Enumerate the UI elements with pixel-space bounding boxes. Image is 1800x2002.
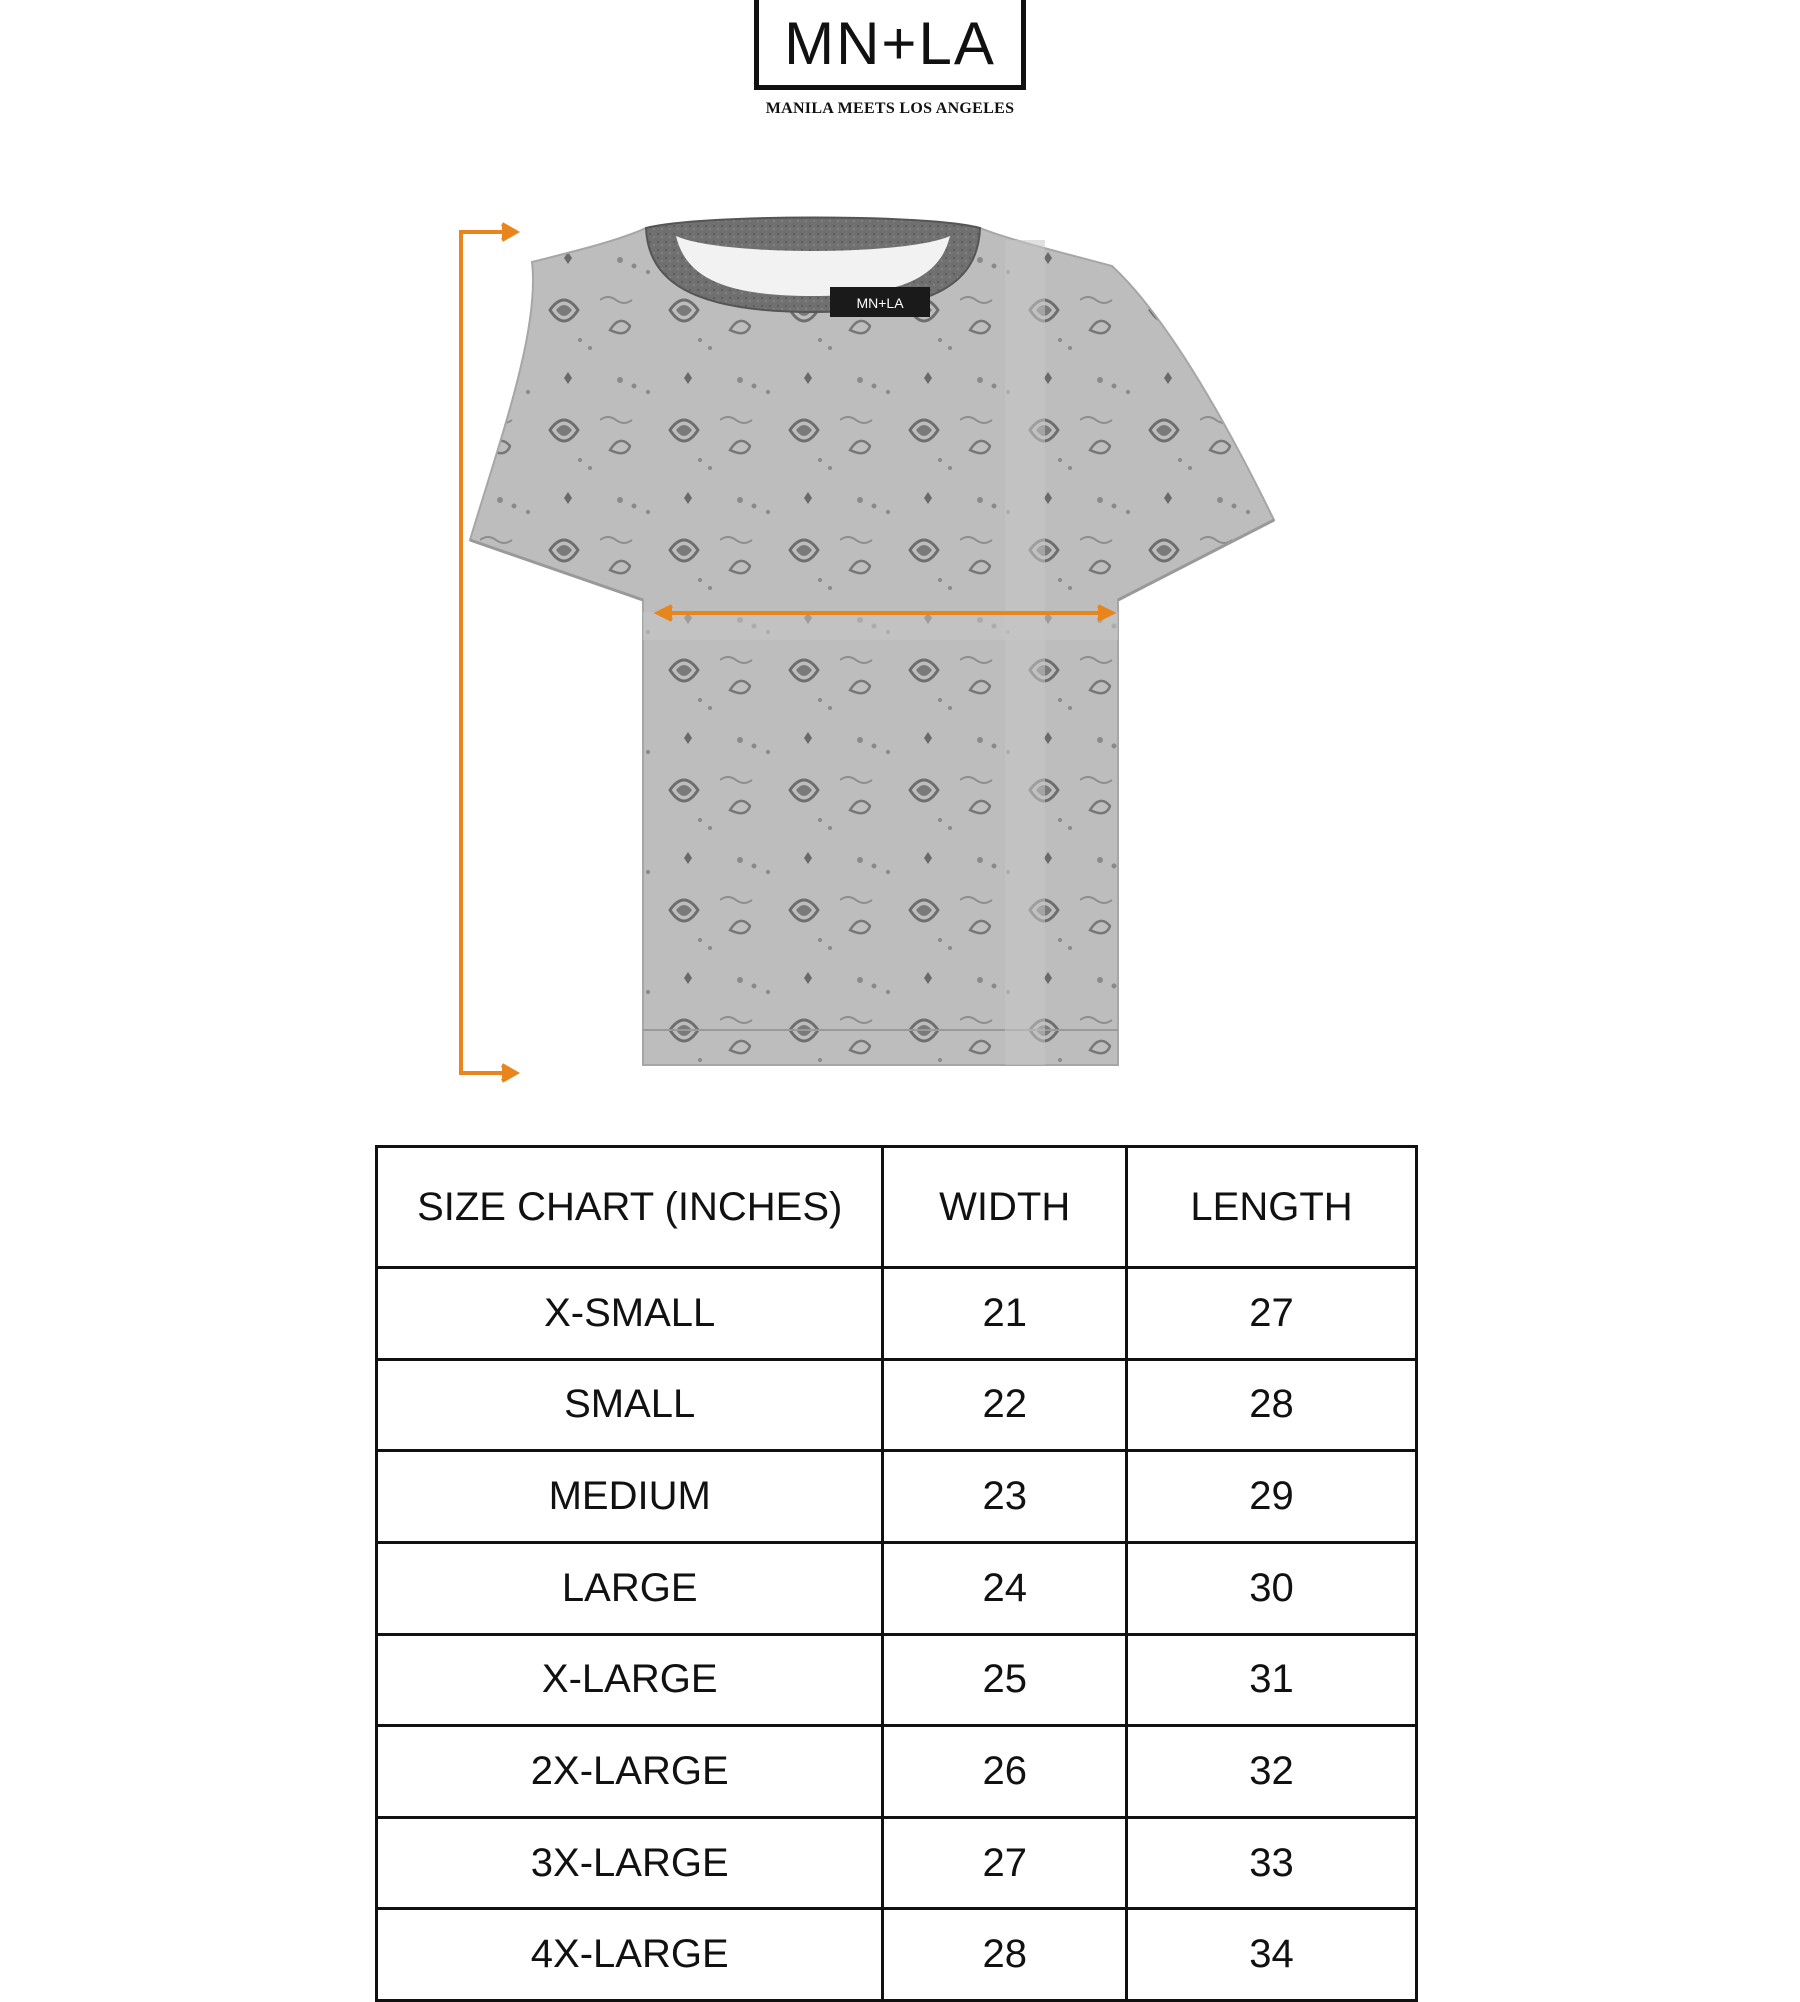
width-value: 28 [883, 1909, 1127, 2001]
width-value: 25 [883, 1634, 1127, 1726]
table-row [377, 1817, 1417, 1909]
length-value: 29 [1127, 1451, 1417, 1543]
header-size-chart: SIZE CHART (INCHES) [377, 1147, 883, 1268]
length-value: 28 [1127, 1359, 1417, 1451]
header-width: WIDTH [883, 1147, 1127, 1268]
tshirt-graphic [470, 218, 1274, 1066]
table-row [377, 1726, 1417, 1818]
brand-tagline: MANILA MEETS LOS ANGELES [765, 100, 1015, 117]
header-length: LENGTH [1127, 1147, 1417, 1268]
table-row [377, 1634, 1417, 1726]
length-value: 27 [1127, 1268, 1417, 1360]
length-value: 30 [1127, 1542, 1417, 1634]
table-header-row [377, 1147, 1417, 1268]
width-value: 21 [883, 1268, 1127, 1360]
table-row [377, 1542, 1417, 1634]
size-chart-table [375, 1145, 1418, 2002]
table-row [377, 1451, 1417, 1543]
table-row [377, 1268, 1417, 1360]
logo-text: MN+LA [784, 10, 996, 77]
table-row [377, 1359, 1417, 1451]
size-label: X-SMALL [377, 1268, 883, 1360]
table-row [377, 1909, 1417, 2001]
length-measure-arrow [459, 224, 516, 1081]
length-value: 34 [1127, 1909, 1417, 2001]
size-label: MEDIUM [377, 1451, 883, 1543]
size-label: 3X-LARGE [377, 1817, 883, 1909]
length-value: 33 [1127, 1817, 1417, 1909]
size-label: 4X-LARGE [377, 1909, 883, 2001]
length-value: 31 [1127, 1634, 1417, 1726]
width-value: 23 [883, 1451, 1127, 1543]
width-value: 27 [883, 1817, 1127, 1909]
size-label: X-LARGE [377, 1634, 883, 1726]
width-value: 24 [883, 1542, 1127, 1634]
length-value: 32 [1127, 1726, 1417, 1818]
shirt-neck-label: MN+LA [856, 295, 904, 311]
size-label: LARGE [377, 1542, 883, 1634]
width-value: 26 [883, 1726, 1127, 1818]
size-label: 2X-LARGE [377, 1726, 883, 1818]
size-label: SMALL [377, 1359, 883, 1451]
width-value: 22 [883, 1359, 1127, 1451]
